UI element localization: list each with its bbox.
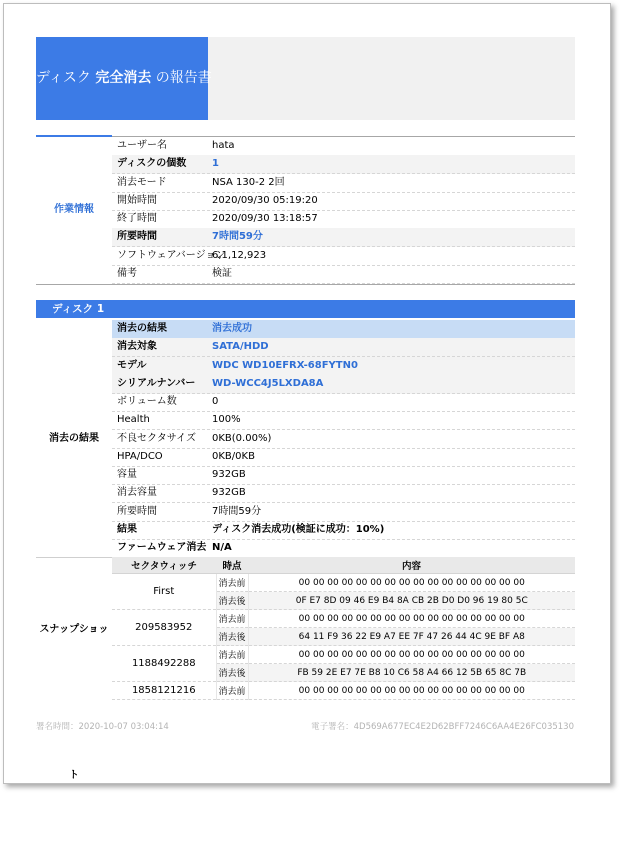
disk-result-row [112, 393, 575, 412]
work-info-value: 2020/09/30 13:18:57 [212, 213, 318, 224]
disk-section-bar [36, 300, 575, 318]
snapshot-sector: 1858121216 [112, 682, 216, 700]
title-suffix: の報告書 [151, 70, 212, 86]
snapshot-table [112, 557, 575, 700]
col-time-header: 時点 [216, 557, 248, 574]
title-prefix: ディスク [36, 70, 96, 86]
report-header [36, 37, 575, 120]
snapshot-time: 消去前 [216, 682, 248, 700]
work-info-value: hata [212, 140, 235, 151]
work-info-key: 消去モード [117, 176, 167, 188]
disk-result-value: 消去成功 [212, 323, 252, 334]
disk-result-key: 所要時間 [117, 505, 157, 517]
col-sector-header: セクタウィッチ [112, 557, 216, 574]
work-info-row [112, 247, 575, 266]
disk-result-section [36, 320, 575, 557]
disk-result-key: モデル [117, 359, 147, 371]
snapshot-hex: 00 00 00 00 00 00 00 00 00 00 00 00 00 00 00 00 [248, 646, 575, 664]
work-info-row [112, 155, 575, 174]
work-info-row [112, 228, 575, 247]
disk-result-label: 消去の結果 [49, 433, 99, 444]
snapshot-row [112, 646, 575, 664]
disk-result-value: 7時間59分 [212, 505, 262, 517]
snapshot-time: 消去前 [216, 646, 248, 664]
disk-result-value: ディスク消去成功(検証に成功：10%) [212, 523, 385, 535]
disk-result-key: 消去対象 [117, 341, 157, 353]
disk-result-value: SATA/HDD [212, 341, 269, 353]
disk-result-key: 容量 [117, 469, 137, 480]
disk-result-value: 932GB [212, 469, 246, 480]
work-info-row [112, 137, 575, 156]
disk-result-key: ファームウェア消去 [117, 542, 207, 553]
disk-result-row [112, 430, 575, 449]
snapshot-row [112, 610, 575, 628]
disk-result-row [112, 521, 575, 540]
disk-result-row [112, 411, 575, 430]
disk-result-key: 結果 [117, 523, 137, 535]
disk-result-key: 消去容量 [117, 487, 157, 499]
disk-result-value: WD-WCC4J5LXDA8A [212, 377, 324, 389]
work-info-key: 備考 [117, 267, 137, 279]
snapshot-time: 消去前 [216, 574, 248, 592]
work-info-value: 2020/09/30 05:19:20 [212, 194, 318, 206]
report-title [36, 37, 212, 120]
disk-result-value: 932GB [212, 487, 246, 499]
disk-title: ディスク 1 [52, 303, 105, 315]
work-info-value: 6,1,12,923 [212, 249, 267, 261]
disk-result-value: 0 [212, 396, 219, 407]
col-content-header: 内容 [248, 557, 575, 574]
work-info-section [36, 137, 575, 283]
work-info-row [112, 265, 575, 284]
work-info-key: 所要時間 [117, 231, 157, 243]
disk-result-row [112, 357, 575, 376]
work-info-value: 7時間59分 [212, 231, 263, 243]
work-info-key: 開始時間 [117, 194, 157, 206]
snapshot-row [112, 682, 575, 700]
snapshot-hex: 64 11 F9 36 22 E9 A7 EE 7F 47 26 44 4C 9E BF A8 [248, 628, 575, 646]
snapshot-hex: 00 00 00 00 00 00 00 00 00 00 00 00 00 00 00 00 [248, 574, 575, 592]
snapshot-row [112, 574, 575, 592]
snapshot-sector: 209583952 [112, 610, 216, 646]
work-info-row [112, 210, 575, 229]
disk-result-key: 不良セクタサイズ [117, 432, 196, 444]
work-info-value: 検証 [212, 267, 232, 279]
disk-result-row [112, 484, 575, 503]
snapshot-hex: FB 59 2E E7 7E B8 10 C6 58 A4 66 12 5B 65 8C 7B [248, 664, 575, 682]
snapshot-time: 消去後 [216, 628, 248, 646]
disk-result-row [112, 338, 575, 357]
work-info-label: 作業情報 [54, 204, 94, 215]
snapshot-hex: 00 00 00 00 00 00 00 00 00 00 00 00 00 00 00 00 [248, 682, 575, 700]
work-info-key: ディスクの個数 [117, 158, 187, 170]
title-bold: 完全消去 [95, 70, 152, 86]
disk-result-row [112, 503, 575, 522]
snapshot-time: 消去後 [216, 664, 248, 682]
disk-result-row [112, 448, 575, 467]
work-info-row [112, 174, 575, 193]
disk-result-row [112, 539, 575, 558]
work-info-bottom-rule [36, 284, 575, 285]
work-info-key: 終了時間 [117, 213, 157, 224]
disk-result-row [112, 375, 575, 394]
work-info-row [112, 192, 575, 211]
snapshot-time: 消去前 [216, 610, 248, 628]
disk-result-key: HPA/DCO [117, 450, 163, 462]
signed-time: 署名時間：2020-10-07 03:04:14 [36, 722, 169, 732]
work-info-value: NSA 130-2 2回 [212, 176, 285, 188]
disk-result-key: 消去の結果 [117, 323, 167, 334]
snapshot-sector: 1188492288 [112, 646, 216, 682]
digital-signature: 電子署名：4D569A677EC4E2D62BFF7246C6AA4E26FC035130 [311, 722, 574, 732]
disk-result-key: Health [117, 414, 150, 426]
snapshot-hex: 00 00 00 00 00 00 00 00 00 00 00 00 00 00 00 00 [248, 610, 575, 628]
snapshot-time: 消去後 [216, 592, 248, 610]
disk-result-value: 0KB/0KB [212, 450, 255, 462]
work-info-value: 1 [212, 158, 219, 170]
disk-result-value: WDC WD10EFRX-68FYTN0 [212, 359, 358, 371]
snapshot-hex: 0F E7 8D 09 46 E9 B4 8A CB 2B D0 D0 96 19 80 5C [248, 592, 575, 610]
disk-result-value: 100% [212, 414, 241, 426]
snapshot-label: スナップショット [39, 624, 109, 781]
disk-result-row [112, 466, 575, 485]
work-info-key: ユーザー名 [117, 140, 167, 151]
disk-result-key: ボリューム数 [117, 396, 177, 407]
disk-result-row [112, 320, 575, 339]
work-info-key: ソフトウェアバージョン [117, 249, 226, 261]
disk-result-value: N/A [212, 542, 232, 553]
snapshot-sector: First [112, 574, 216, 610]
disk-result-value: 0KB(0.00%) [212, 432, 272, 444]
disk-result-key: シリアルナンバー [117, 377, 196, 389]
